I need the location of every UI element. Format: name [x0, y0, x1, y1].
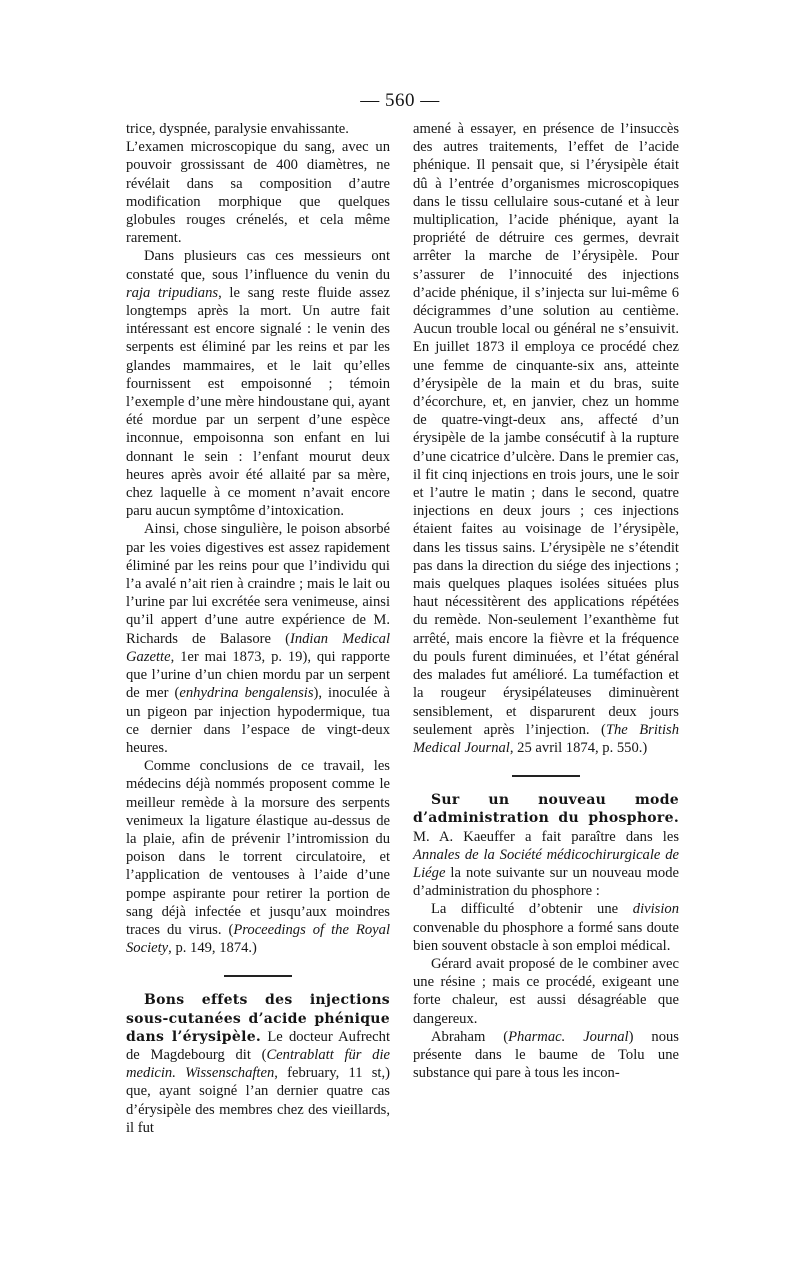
- section-divider: [512, 775, 580, 777]
- paragraph: [413, 1028, 679, 1083]
- paragraph: [413, 120, 679, 757]
- text: , february, 11 st,) que, ayant soigné l’an dernier quatre cas d’érysipèle des membres chez des vieillards, il fut: [126, 1065, 390, 1136]
- page-number: — 560 —: [360, 90, 440, 111]
- text: convenable du phosphore a formé sans doute bien souvent obstacle à son emploi médical.: [413, 919, 679, 954]
- italic-text: Pharmac. Journal: [508, 1028, 629, 1045]
- paragraph: [126, 757, 390, 957]
- italic-text: raja tripudians: [126, 284, 219, 301]
- text: Comme conclusions de ce travail, les médecins déjà nommés proposent comme le meilleur remède à la morsure des serpents venimeux la ligature élastique au-dessus de la plaie, afin de prévenir l’intromission du poison dans le torrent circulatoire, et l’application de ventouses à l’aide d’une pompe aspirante pour retirer la portion de sang déjà infectée et jusqu’aux moindres traces du virus. (: [126, 758, 390, 938]
- paragraph: [413, 791, 679, 900]
- text: Gérard avait proposé de le combiner avec une résine ; mais ce procédé, exigeant une forte chaleur, est aussi désagréable que dangereux.: [413, 955, 679, 1027]
- text: , p. 149, 1874.): [168, 940, 257, 957]
- text: Ainsi, chose singulière, le poison absorbé par les voies digestives est assez rapidement éliminé par les reins pour que l’individu qui l’a avalé n’ait rien à craindre ; mais le lait ou l’urine par lui excrétée sera venimeuse, ainsi qu’il appert d’une autre expérience de M. Richards de Balasore (: [126, 521, 390, 647]
- italic-text: enhydrina bengalensis: [179, 685, 314, 702]
- text: ), inoculée à un pigeon par injection hypodermique, tua ce dernier dans l’espace de vingt-deux heures.: [126, 685, 390, 756]
- text: M. A. Kaeuffer a fait paraître dans les: [413, 828, 679, 845]
- text: Dans plusieurs cas ces messieurs ont constaté que, sous l’influence du venin du: [126, 248, 390, 283]
- paragraph: [126, 120, 390, 138]
- text: L’examen microscopique du sang, avec un pouvoir grossissant de 400 diamètres, ne révélait dans sa composition d’autre modification morphique que quelques globules rouges crénelés, et cela même rarement.: [126, 139, 390, 247]
- left-column: [126, 120, 390, 1137]
- paragraph: [126, 520, 390, 757]
- paragraph: [126, 138, 390, 247]
- italic-text: Centrablatt für die medicin. Wissenschaften: [126, 1046, 391, 1082]
- text: Le docteur Aufrecht de Magdebourg dit (: [126, 1028, 390, 1063]
- text: , 1er mai 1873, p. 19), qui rapporte que l’urine d’un chien mordu par un serpent de mer (: [126, 648, 390, 702]
- italic-text: Annales de la Société médicochirurgicale de Liége: [413, 846, 679, 881]
- paragraph: [413, 955, 679, 1028]
- italic-text: division: [632, 901, 679, 918]
- text: la note suivante sur un nouveau mode d’administration du phosphore :: [413, 864, 679, 900]
- paragraph: [413, 900, 679, 955]
- section-divider: [224, 975, 292, 977]
- section-heading: Bons effets des injections sous-cutanées d’acide phénique dans l’érysipèle.: [126, 992, 390, 1045]
- paragraph: [126, 247, 390, 520]
- right-column: [413, 120, 679, 1082]
- text: La difficulté d’obtenir une: [431, 901, 633, 918]
- italic-text: Proceedings of the Royal Society: [126, 921, 390, 957]
- italic-text: Indian Medical Gazette: [126, 630, 390, 665]
- text: , 25 avril 1874, p. 550.): [509, 739, 648, 756]
- italic-text: The British Medical Journal: [413, 721, 679, 756]
- paragraph: [126, 991, 390, 1137]
- text: ) nous présente dans le baume de Tolu une substance qui pare à tous les incon-: [413, 1028, 679, 1082]
- text: Abraham (: [431, 1028, 509, 1045]
- text: , le sang reste fluide assez longtemps après la mort. Un autre fait intéressant est encore signalé : le venin des serpents est éliminé par les reins et par les glandes mammaires, et le lait qu’elles fournissent est empoisonné ; témoin l’exemple d’une mère hindoustane qui, ayant été mordue par un serpent d’une espèce inconnue, empoisonna son enfant en lui donnant le sein : l’enfant mourut deux heures après avoir été allaité par sa mère, chez laquelle à ce moment n’avait encore paru aucun symptôme d’intoxication.: [126, 284, 390, 520]
- text: amené à essayer, en présence de l’insuccès des autres traitements, l’effet de l’acide phénique. Il pensait que, si l’érysipèle était dû à l’entrée d’organismes microscopiques dans le tissu cellulaire sous-cutané et à leur multiplication, l’acide phénique, ayant la propriété de détruire ces germes, devrait arrêter la marche de l’érysipèle. Pour s’assurer de l’innocuité des injections d’acide phénique, il s’injecta sur lui-même 6 décigrammes d’une solution au centième. Aucun trouble local ou général ne s’ensuivit. En juillet 1873 il employa ce procédé chez une femme de cinquante-six ans, atteinte d’érysipèle de la main et du bras, suite d’écorchure, et, en janvier, chez un homme de quatre-vingt-deux ans, affecté d’un érysipèle de la jambe consécutif à la rupture d’une cicatrice d’ulcère. Dans le premier cas, il fit cinq injections en trois jours, une le soir et l’autre le matin ; dans le second, quatre injections en deux jours ; ces injections étaient faites au voisinage de l’érysipèle, dans les tissus sains. L’érysipèle ne s’étendit pas dans la direction du siége des injections ; mais quelques plaques isolées situées plus haut nécessitèrent des applications répétées du remède. Non-seulement l’exanthème fut arrêté, mais encore la fièvre et la fréquence du pouls furent diminuées, et l’état général des malades fut amélioré. La tuméfaction et la rougeur érysipélateuses diminuèrent sensiblement, et disparurent deux jours seulement après l’injection. (: [413, 121, 679, 738]
- text: trice, dyspnée, paralysie envahissante.: [126, 121, 349, 137]
- section-heading: Sur un nouveau mode d’administration du phosphore.: [413, 792, 679, 827]
